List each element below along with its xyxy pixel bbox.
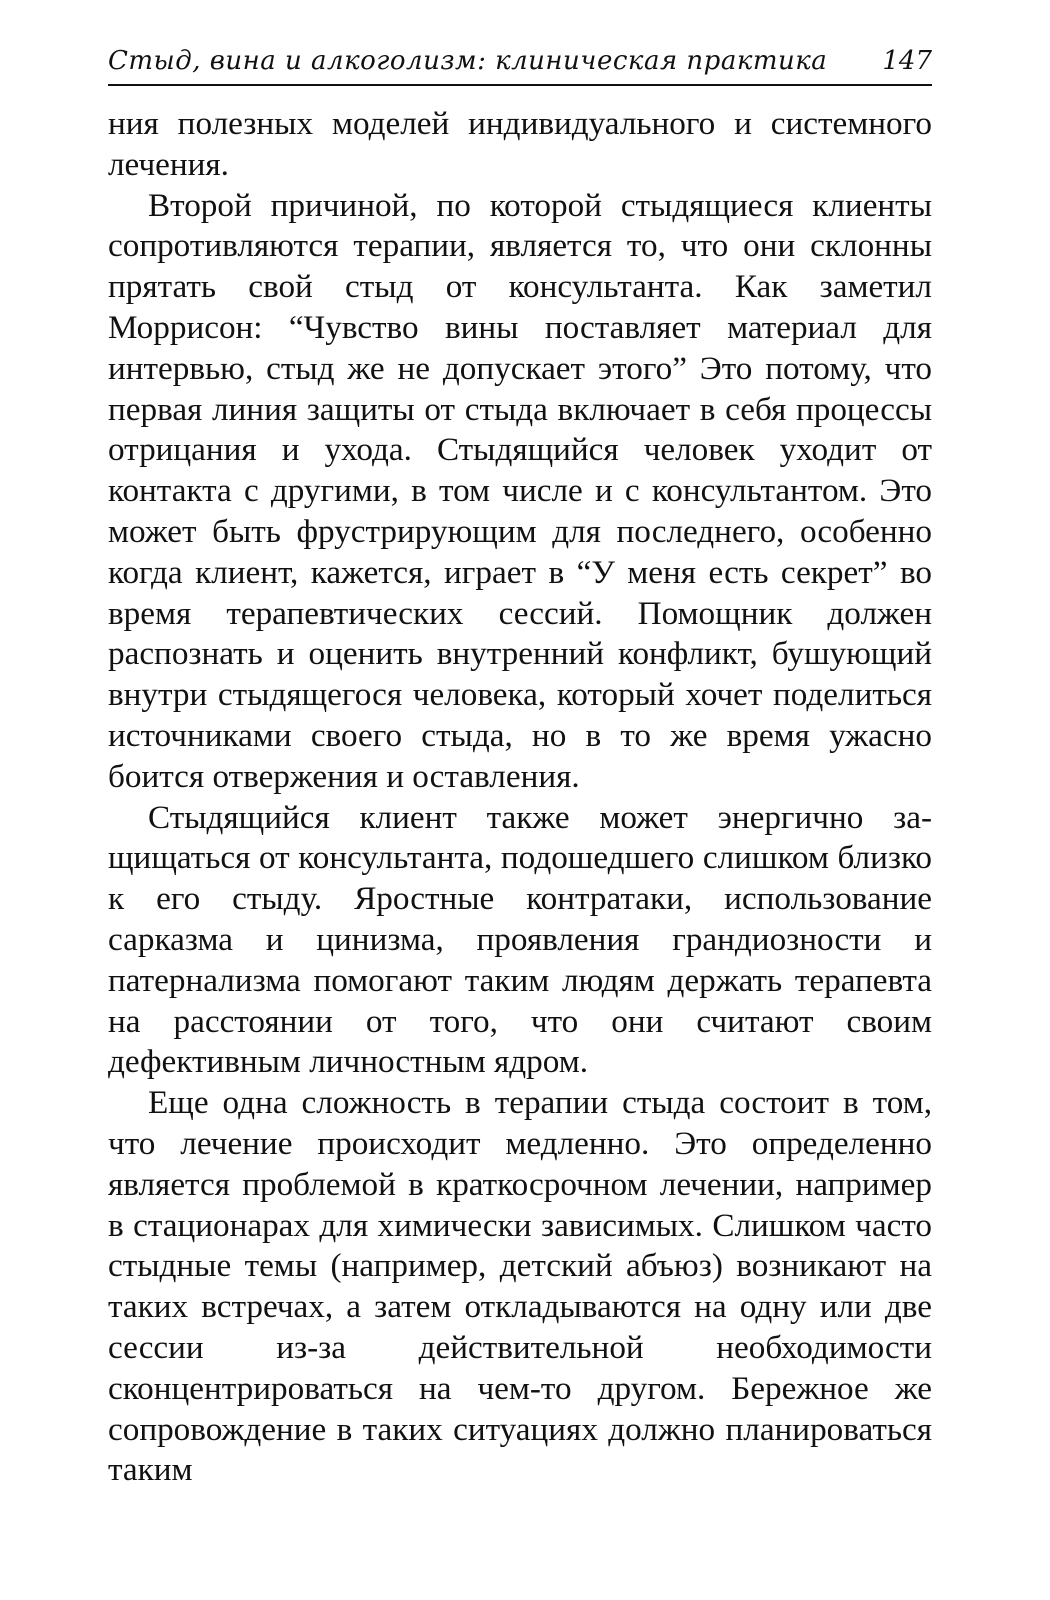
paragraph: Стыдящийся клиент также может энергично защищаться от консультанта, подошедшего слишком близко к его стыду. Яростные контратаки, использование сарказма и цинизма, проявления грандиозности и патернализма помогают таким людям держать терапевта на расстоянии от того, что они считают своим дефективным личностным ядром. [108, 798, 932, 1081]
body-text [108, 104, 932, 1491]
paragraph: Еще одна сложность в терапии стыда состоит в том, что лечение происходит медленно. Это определенно является проблемой в краткосрочном лечении, например в стационарах для химически зависимых. Слишком часто стыдные темы (например, детский абъюз) возникают на таких встречах, а затем откладываются на одну или две сессии из-за действительной необходимости сконцентрироваться на чем-то другом. Бережное же сопровождение в таких ситуациях должно планироваться таким [108, 1084, 932, 1489]
page-number: 147 [882, 46, 932, 76]
running-title: Стыд, вина и алкоголизм: клиническая практика [108, 46, 828, 76]
paragraph-continuation: ния полезных моделей индивидуального и системного лечения. [108, 105, 932, 183]
book-page [108, 40, 932, 1491]
running-header [108, 40, 932, 86]
paragraph: Второй причиной, по которой стыдящиеся клиенты сопротивляются терапии, является то, что они склонны прятать свой стыд от консультанта. Как заметил Моррисон: “Чувство вины поставляет материал для интервью, стыд же не допускает этого” Это потому, что первая линия защиты от стыда включает в себя процессы отрицания и ухода. Стыдящийся человек уходит от контакта с другими, в том числе и с консультантом. Это может быть фрустрирующим для последнего, особенно когда клиент, кажется, играет в “У меня есть секрет” во время терапевтических сессий. Помощник должен распознать и оценить внутренний конфликт, бушующий внутри стыдящегося человека, который хочет поделиться источниками своего стыда, но в то же время ужасно боится отвержения и оставления. [108, 186, 932, 795]
